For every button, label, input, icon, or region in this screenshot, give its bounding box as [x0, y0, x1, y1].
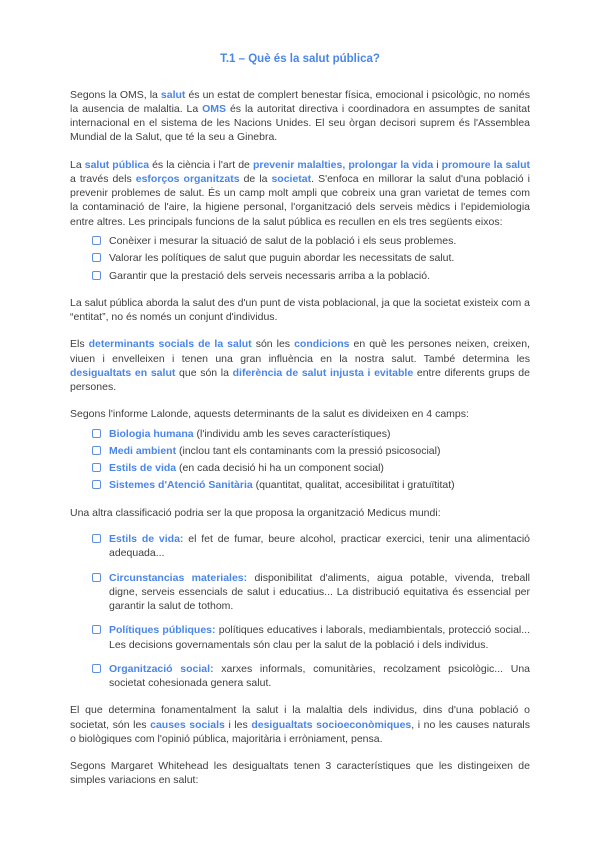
paragraph-oms-definition: Segons la OMS, la salut és un estat de complert benestar física, emocional i psicològic, no només la ausencia de malaltia. La OMS és la autoritat directiva i coordinadora en assumptes de sanitat internacional en el sistema de les Nacions Unides. El seu òrgan decisori suprem és l'Assemblea Mundial de la Salut, que té la seu a Ginebra. [70, 88, 530, 144]
paragraph-public-health-definition: La salut pública és la ciència i l'art de prevenir malalties, prolongar la vida i promoure la salut a través dels esforços organitzats de la societat. S'enfoca en millorar la salut d'una població i prevenir problemes de salut. És un camp molt ampli que cobreix una gran varietat de temes com la contaminació de l'aire, la higiene personal, l'organització dels serveis mèdics i l'epidemiologia entre altres. Les principals funcions de la salut pública es recullen en els tres següents eixos: [70, 158, 530, 228]
checklist-item [92, 461, 530, 475]
checklist-public-health-functions [92, 234, 530, 283]
checkbox-icon [92, 480, 101, 489]
checklist-item-text: Organització social: xarxes informals, comunitàries, recolzament psicològic... Una societat cohesionada genera salut. [109, 662, 530, 690]
paragraph-social-causes: El que determina fonamentalment la salut i la malaltia dels individus, dins d'una població o societat, són les causes socials i les desigualtats socioeconòmiques, i no les causes naturals o biològiques com l'opinió pública, majoritària i erròniament, pensa. [70, 704, 531, 745]
checkbox-icon [92, 534, 101, 543]
checkbox-icon [92, 429, 101, 438]
checklist-medicus-mundi [92, 532, 530, 690]
checkbox-icon [92, 253, 101, 262]
paragraph-whitehead: Segons Margaret Whitehead les desigualtats tenen 3 característiques que les distingeixen de simples variacions en salut: [70, 760, 530, 787]
checklist-item-text: Medi ambient (inclou tant els contaminants com la pressió psicosocial) [109, 444, 441, 457]
paragraph-lalonde-intro: Segons l'informe Lalonde, aquests determinants de la salut es divideixen en 4 camps: [70, 408, 469, 421]
checklist-item [92, 478, 530, 492]
checklist-item-text: Estils de vida: el fet de fumar, beure alcohol, practicar exercici, tenir una alimentació adequada... [109, 533, 531, 560]
checklist-item-text: Sistemes d'Atenció Sanitària (quantitat, qualitat, accesibilitat i gratuïtitat) [109, 479, 455, 492]
checklist-item-text: Estils de vida (en cada decisió hi ha un component social) [109, 462, 384, 475]
paragraph-population-view: La salut pública aborda la salut des d'un punt de vista poblacional, ja que la societat existeix com a “entitat”, no és només un conjunt d'individus. [70, 296, 530, 324]
paragraph-social-determinants: Els determinants socials de la salut són les condicions en què les persones neixen, creixen, viuen i envelleixen i tenen una gran influència en la nostra salut. També determina les desigualtats en salut que són la diferència de salut injusta i evitable entre diferents grups de persones. [70, 338, 530, 394]
checklist-item [92, 234, 530, 248]
checklist-item-text: Biologia humana (l'individu amb les seves característiques) [109, 427, 391, 440]
checklist-lalonde-fields [92, 427, 530, 493]
checklist-item [92, 571, 530, 614]
checkbox-icon [92, 271, 101, 280]
checklist-item [92, 623, 530, 652]
page-title: T.1 – Què és la salut pública? [220, 53, 380, 65]
checkbox-icon [92, 664, 101, 673]
checklist-item-text: Valorar les polítiques de salut que puguin abordar les necessitats de salut. [109, 252, 455, 265]
paragraph-medicus-mundi-intro: Una altra classificació podria ser la que proposa la organització Medicus mundi: [70, 506, 441, 519]
checklist-item [92, 662, 530, 691]
checklist-item [92, 427, 530, 441]
checklist-item-text: Conèixer i mesurar la situació de salut de la població i els seus problemes. [109, 235, 457, 248]
checklist-item [92, 444, 530, 458]
checkbox-icon [92, 236, 101, 245]
checklist-item [92, 251, 530, 265]
checklist-item-text: Polítiques públiques: polítiques educatives i laborals, mediambientals, protecció social... Les decisions governamentals són clau per la salut de la població i dels individus. [109, 624, 530, 651]
checklist-item-text: Garantir que la prestació dels serveis necessaris arriba a la població. [109, 269, 430, 282]
checklist-item-text: Circunstancias materiales: disponibilitat d'aliments, aigua potable, vivenda, treball digne, serveis essencials de salut i educatius... La distribució equitativa és essencial per garantir la salut de tothom. [109, 571, 530, 613]
checkbox-icon [92, 625, 101, 634]
checkbox-icon [92, 463, 101, 472]
checkbox-icon [92, 446, 101, 455]
checklist-item [92, 269, 530, 283]
checklist-item [92, 532, 530, 561]
checkbox-icon [92, 573, 101, 582]
